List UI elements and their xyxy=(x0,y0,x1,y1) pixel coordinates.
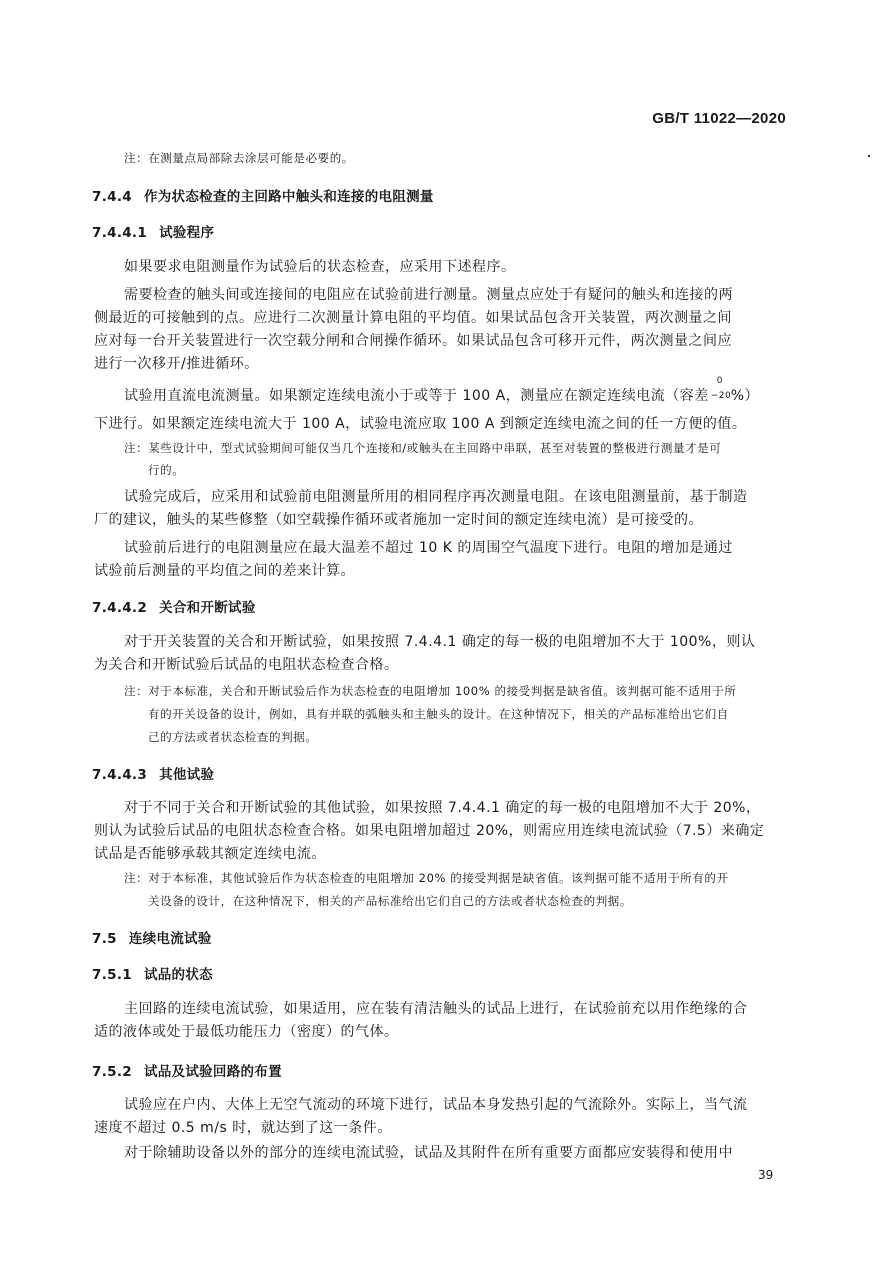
section-title: 试品及试验回路的布置 xyxy=(143,1064,282,1080)
section-number: 7.4.4.2 xyxy=(92,600,148,616)
paragraph-line: 厂的建议，触头的某些修整（如空载操作循环或者施加一定时间的额定连续电流）是可接受的。 xyxy=(94,512,703,528)
page-number: 39 xyxy=(758,1168,774,1182)
section-title: 作为状态检查的主回路中触头和连接的电阻测量 xyxy=(143,189,434,205)
paragraph-text: %） xyxy=(730,388,760,404)
paragraph-line: 侧最近的可接触到的点。应进行二次测量计算电阻的平均值。如果试品包含开关装置，两次测量之间 xyxy=(94,310,732,326)
paragraph-line: 试验前后测量的平均值之间的差来计算。 xyxy=(94,563,355,579)
paragraph-line: 试验应在户内、大体上无空气流动的环境下进行，试品本身发热引起的气流除外。实际上，当气流 xyxy=(124,1097,748,1113)
heading-7-4-4-2 xyxy=(92,596,256,616)
section-title: 试验程序 xyxy=(159,225,215,241)
note-coating: 注：在测量点局部除去涂层可能是必要的。 xyxy=(124,151,354,165)
document-header: GB/T 11022—2020 xyxy=(652,110,786,127)
paragraph-line: 试品是否能够承载其额定连续电流。 xyxy=(94,846,326,862)
scan-speck xyxy=(868,155,870,157)
section-number: 7.5 xyxy=(92,931,117,947)
note-line: 注：对于本标准，关合和开断试验后作为状态检查的电阻增加 100% 的接受判据是缺省值。该判据可能不适用于所 xyxy=(124,684,737,698)
heading-7-4-4 xyxy=(92,185,434,205)
note-line: 关设备的设计，在这种情况下，相关的产品标准给出它们自己的方法或者状态检查的判据。 xyxy=(148,894,632,908)
section-title: 连续电流试验 xyxy=(128,931,212,947)
paragraph-line: 对于除辅助设备以外的部分的连续电流试验，试品及其附件在所有重要方面都应安装得和使用中 xyxy=(124,1145,733,1161)
tolerance-upper: 0 xyxy=(716,376,723,386)
note-line: 注：某些设计中，型式试验期间可能仅当几个连接和/或触头在主回路中串联，甚至对装置的整极进行测量才是可 xyxy=(124,441,722,455)
paragraph-line: 进行一次移开/推进循环。 xyxy=(94,356,259,372)
note-line: 注：对于本标准，其他试验后作为状态检查的电阻增加 20% 的接受判据是缺省值。该判据可能不适用于所有的开 xyxy=(124,871,729,885)
tolerance-lower: −20 xyxy=(710,391,732,401)
paragraph-line: 对于不同于关合和开断试验的其他试验，如果按照 7.4.4.1 确定的每一极的电阻增加不大于 20%， xyxy=(124,800,761,816)
paragraph-line: 如果要求电阻测量作为试验后的状态检查，应采用下述程序。 xyxy=(124,259,516,275)
section-title: 其他试验 xyxy=(159,767,215,783)
section-number: 7.5.1 xyxy=(92,967,132,983)
paragraph-line: 则认为试验后试品的电阻状态检查合格。如果电阻增加超过 20%，则需应用连续电流试验（7.5）来确定 xyxy=(94,823,765,839)
paragraph-line: 下进行。如果额定连续电流大于 100 A，试验电流应取 100 A 到额定连续电流之间的任一方便的值。 xyxy=(94,416,747,432)
paragraph-line: 为关合和开断试验后试品的电阻状态检查合格。 xyxy=(94,657,399,673)
paragraph-line: 试验完成后，应采用和试验前电阻测量所用的相同程序再次测量电阻。在该电阻测量前，基于制造 xyxy=(124,489,748,505)
paragraph-line-tolerance xyxy=(124,376,760,405)
heading-7-5-2 xyxy=(92,1060,282,1080)
heading-7-4-4-3 xyxy=(92,763,214,783)
note-line: 己的方法或者状态检查的判据。 xyxy=(148,730,318,744)
section-title: 关合和开断试验 xyxy=(159,600,256,616)
heading-7-4-4-1 xyxy=(92,221,214,241)
paragraph-line: 应对每一台开关装置进行一次空载分闸和合闸操作循环。如果试品包含可移开元件，两次测量之间应 xyxy=(94,333,732,349)
paragraph-line: 需要检查的触头间或连接间的电阻应在试验前进行测量。测量点应处于有疑问的触头和连接的两 xyxy=(124,287,733,303)
section-number: 7.4.4 xyxy=(92,189,132,205)
note-line: 行的。 xyxy=(148,463,185,477)
section-number: 7.4.4.1 xyxy=(92,225,148,241)
paragraph-line: 适的液体或处于最低功能压力（密度）的气体。 xyxy=(94,1024,399,1040)
paragraph-line: 试验前后进行的电阻测量应在最大温差不超过 10 K 的周围空气温度下进行。电阻的增加是通过 xyxy=(124,540,733,556)
paragraph-line: 主回路的连续电流试验，如果适用，应在装有清洁触头的试品上进行，在试验前充以用作绝缘的合 xyxy=(124,1001,748,1017)
tolerance-stack xyxy=(709,376,732,401)
note-line: 有的开关设备的设计，例如，具有并联的弧触头和主触头的设计。在这种情况下，相关的产品标准给出它们自 xyxy=(148,707,729,721)
paragraph-line: 对于开关装置的关合和开断试验，如果按照 7.4.4.1 确定的每一极的电阻增加不大于 100%，则认 xyxy=(124,634,756,650)
paragraph-text: 试验用直流电流测量。如果额定连续电流小于或等于 100 A，测量应在额定连续电流（容差 xyxy=(124,388,709,404)
heading-7-5 xyxy=(92,927,212,947)
section-title: 试品的状态 xyxy=(143,967,213,983)
section-number: 7.4.4.3 xyxy=(92,767,148,783)
paragraph-line: 速度不超过 0.5 m/s 时，就达到了这一条件。 xyxy=(94,1120,392,1136)
heading-7-5-1 xyxy=(92,963,213,983)
section-number: 7.5.2 xyxy=(92,1064,132,1080)
